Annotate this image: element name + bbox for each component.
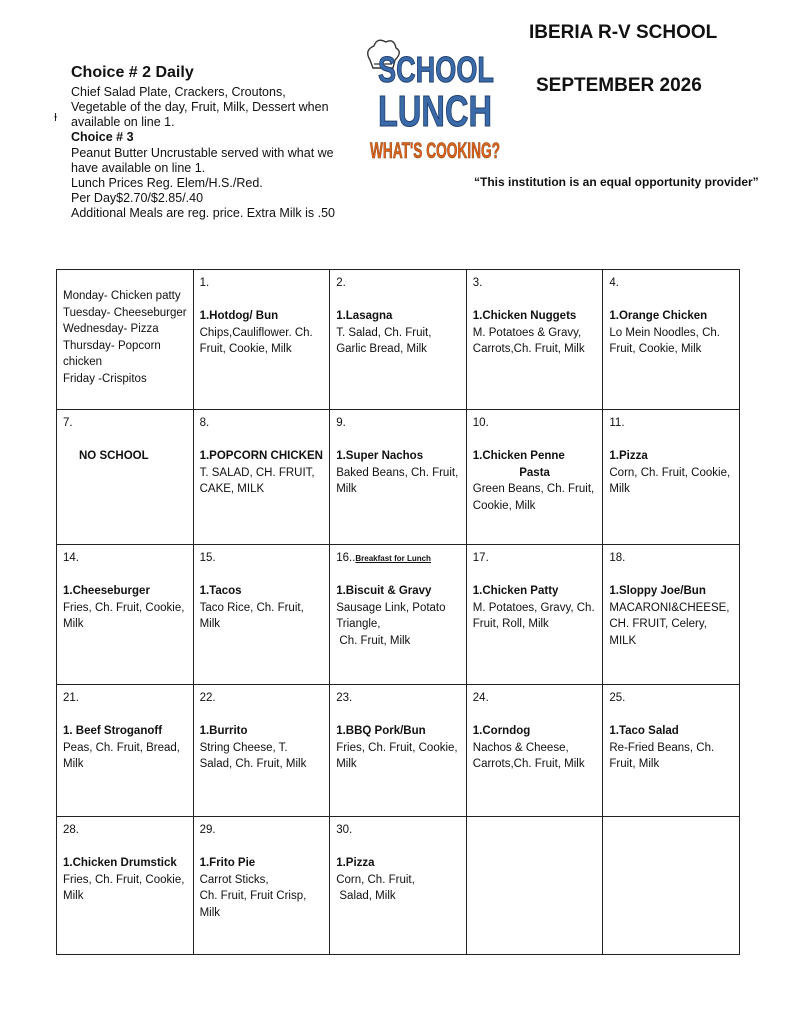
main-entree: 1.Super Nachos <box>336 450 424 462</box>
side-items: Chips,Cauliflower. Ch. Fruit, Cookie, Milk <box>199 326 313 355</box>
day-number: 8. <box>199 417 210 429</box>
day-number: 14. <box>63 552 79 564</box>
side-items: T. Salad, Ch. Fruit, Garlic Bread, Milk <box>336 326 432 355</box>
day-number: 15. <box>199 552 216 564</box>
day-number: 18. <box>609 552 626 564</box>
price-line: Additional Meals are reg. price. Extra Milk is .50 <box>71 206 335 220</box>
day-number: 17. <box>472 552 489 564</box>
side-items: Green Beans, Ch. Fruit, Cookie, Milk <box>472 483 595 512</box>
empty-day-cell <box>466 817 603 955</box>
main-entree: 1.Chicken Penne <box>472 450 565 462</box>
main-entree: 1.Lasagna <box>336 310 393 322</box>
day-number: 2. <box>336 277 346 289</box>
calendar-week <box>57 270 740 410</box>
day-number: 1. <box>199 277 210 289</box>
day-number: 9. <box>336 417 346 429</box>
legend-line: Tuesday- Cheeseburger <box>63 306 187 319</box>
calendar-week <box>57 545 740 685</box>
day-cell <box>466 410 603 545</box>
day-number: 21. <box>63 692 79 704</box>
day-cell <box>330 545 467 685</box>
calendar-week <box>57 410 740 545</box>
legend-line: chicken <box>63 356 102 368</box>
choice3-title: Choice # 3 <box>71 130 134 144</box>
day-cell <box>193 270 330 410</box>
day-cell <box>57 410 194 545</box>
day-cell <box>466 270 603 410</box>
main-entree: 1.Sloppy Joe/Bun <box>609 585 706 597</box>
legend-line: Monday- Chicken patty <box>63 290 181 302</box>
day-number: 24. <box>472 692 489 704</box>
main-entree: 1.Chicken Patty <box>472 585 559 597</box>
day-cell <box>57 817 194 955</box>
side-items: Lo Mein Noodles, Ch. Fruit, Cookie, Milk <box>609 326 720 355</box>
calendar-week <box>57 817 740 955</box>
main-entree: 1.Hotdog/ Bun <box>199 310 279 322</box>
day-cell <box>466 545 603 685</box>
price-line: Per Day$2.70/$2.85/.40 <box>71 191 204 205</box>
empty-day-cell <box>603 817 740 955</box>
main-entree: 1.Taco Salad <box>609 725 679 737</box>
main-entree: 1.POPCORN CHICKEN <box>199 450 323 462</box>
main-entree: 1.Orange Chicken <box>609 310 708 322</box>
day-cell <box>603 270 740 410</box>
main-entree-cont: Pasta <box>519 466 550 479</box>
logo-line2: LUNCH <box>378 87 492 136</box>
main-entree: 1.Tacos <box>199 585 242 597</box>
side-items: M. Potatoes, Gravy, Ch. Fruit, Roll, Milk <box>472 601 595 630</box>
legend-line: Friday -Crispitos <box>63 372 147 385</box>
day-number: 7. <box>63 417 73 429</box>
main-entree: 1.Corndog <box>472 725 531 737</box>
main-entree: 1.Frito Pie <box>199 857 256 869</box>
side-items: Nachos & Cheese, Carrots,Ch. Fruit, Milk <box>472 741 585 770</box>
side-items: Taco Rice, Ch. Fruit, Milk <box>199 601 304 630</box>
day-number: 29. <box>199 824 216 836</box>
side-items-cont: Ch. Fruit, Milk <box>336 634 411 647</box>
day-number: 10. <box>472 417 489 429</box>
main-entree: 1.Pizza <box>336 857 375 869</box>
logo-line1: SCHOOL <box>378 49 494 90</box>
side-items: Baked Beans, Ch. Fruit, Milk <box>336 466 459 495</box>
main-entree: 1.Pizza <box>609 450 648 462</box>
day-cell <box>57 545 194 685</box>
side-items: Corn, Ch. Fruit, <box>336 873 415 886</box>
day-number-with-note <box>336 550 460 583</box>
side-items: Fries, Ch. Fruit, Cookie, Milk <box>63 873 185 902</box>
day-cell <box>603 410 740 545</box>
month-year: SEPTEMBER 2026 <box>536 75 702 96</box>
side-items: String Cheese, T. Salad, Ch. Fruit, Milk <box>199 741 307 770</box>
day-number: 22. <box>199 692 216 704</box>
day-number: 28. <box>63 824 79 836</box>
logo-line3: WHAT'S COOKING? <box>370 138 500 163</box>
main-entree: 1.Burrito <box>199 725 248 737</box>
day-cell <box>466 685 603 817</box>
weekly-legend <box>57 270 194 410</box>
side-items: Re-Fried Beans, Ch. Fruit, Milk <box>609 741 715 770</box>
stray-mark: Ɨ <box>54 112 58 124</box>
main-entree: 1.Chicken Nuggets <box>472 310 577 322</box>
day-cell <box>330 817 467 955</box>
side-items-cont: Salad, Milk <box>336 890 396 902</box>
main-entree: 1.Chicken Drumstick <box>63 857 177 869</box>
choice2-line: Chief Salad Plate, Crackers, Croutons, <box>71 85 286 99</box>
school-lunch-logo <box>364 36 514 166</box>
choice2-line: Vegetable of the day, Fruit, Milk, Dessert when <box>71 100 329 114</box>
legend-line: Wednesday- Pizza <box>63 323 159 335</box>
day-cell <box>193 410 330 545</box>
day-number: 30. <box>336 824 353 836</box>
lunch-calendar <box>56 269 740 955</box>
side-items: T. SALAD, CH. FRUIT, CAKE, MILK <box>199 466 315 495</box>
day-number: 25. <box>609 692 626 704</box>
side-items: M. Potatoes & Gravy, Carrots,Ch. Fruit, Milk <box>472 326 585 355</box>
equal-opportunity-statement: “This institution is an equal opportunity provider” <box>474 175 759 189</box>
day-number: 3. <box>472 277 483 289</box>
side-items: MACARONI&CHEESE, CH. FRUIT, Celery, MILK <box>609 601 730 647</box>
day-number: 11. <box>609 417 625 429</box>
choice2-title: Choice # 2 Daily <box>71 64 194 81</box>
choice3-line: Peanut Butter Uncrustable served with what we <box>71 146 334 160</box>
main-entree: 1.BBQ Pork/Bun <box>336 725 426 737</box>
day-cell <box>603 545 740 685</box>
day-number: 23. <box>336 692 353 704</box>
choice2-line: available on line 1. <box>71 115 175 129</box>
choice3-line: have available on line 1. <box>71 161 206 175</box>
side-items: Corn, Ch. Fruit, Cookie, Milk <box>609 466 731 495</box>
side-items: Carrot Sticks, <box>199 873 269 886</box>
no-school-label: NO SCHOOL <box>79 450 149 462</box>
day-cell <box>193 817 330 955</box>
main-entree: 1.Biscuit & Gravy <box>336 585 432 597</box>
side-items: Peas, Ch. Fruit, Bread, Milk <box>63 741 180 770</box>
side-items: Fries, Ch. Fruit, Cookie, Milk <box>63 601 185 630</box>
day-cell <box>330 685 467 817</box>
day-cell <box>57 685 194 817</box>
side-items: Sausage Link, Potato Triangle, <box>336 601 446 630</box>
breakfast-for-lunch-note: Breakfast for Lunch <box>355 554 431 563</box>
side-items-cont: Ch. Fruit, Fruit Crisp, Milk <box>199 890 307 919</box>
school-name: IBERIA R-V SCHOOL <box>529 22 718 43</box>
day-number: 16.. <box>336 552 356 564</box>
day-cell <box>603 685 740 817</box>
price-line: Lunch Prices Reg. Elem/H.S./Red. <box>71 176 263 190</box>
day-cell <box>330 270 467 410</box>
main-entree: 1. Beef Stroganoff <box>63 725 163 737</box>
day-cell <box>193 545 330 685</box>
day-cell <box>193 685 330 817</box>
day-number: 4. <box>609 277 619 289</box>
main-entree: 1.Cheeseburger <box>63 585 150 597</box>
calendar-week <box>57 685 740 817</box>
legend-line: Thursday- Popcorn <box>63 339 161 352</box>
day-cell <box>330 410 467 545</box>
side-items: Fries, Ch. Fruit, Cookie, Milk <box>336 741 458 770</box>
